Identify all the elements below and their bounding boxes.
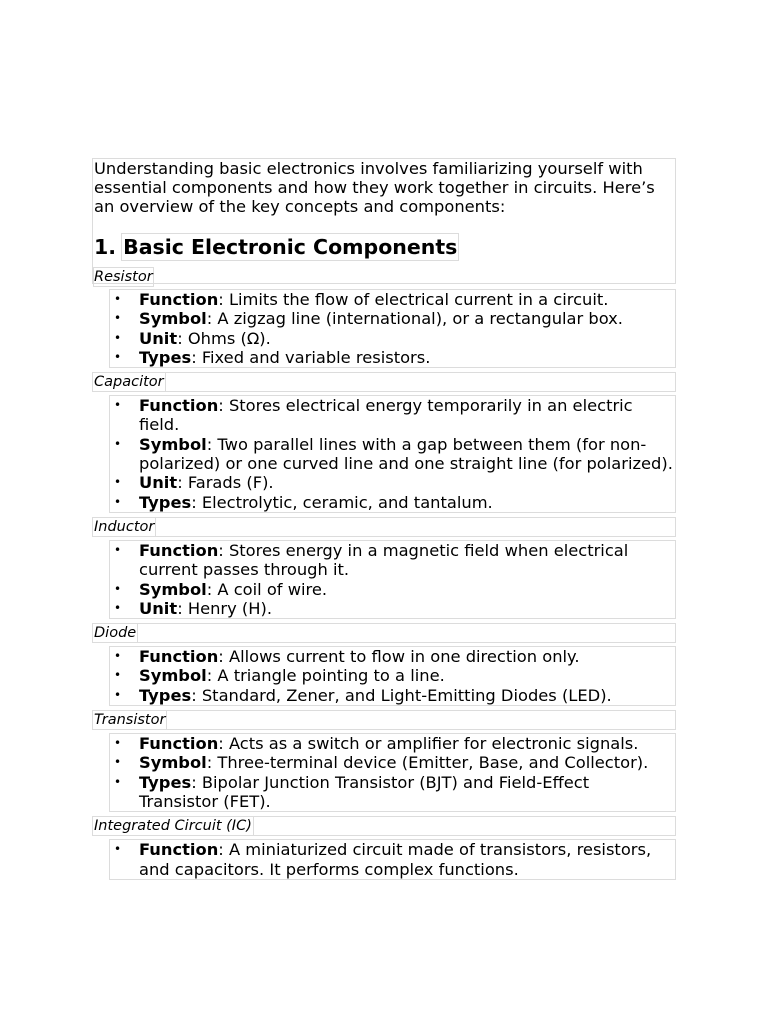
component-label: Transistor	[94, 712, 166, 729]
property-text: : Bipolar Junction Transistor (BJT) and Field-Effect Transistor (FET).	[139, 772, 590, 811]
list-item	[110, 348, 675, 367]
list-item	[110, 309, 675, 328]
list-item	[110, 666, 675, 685]
property-term: Function	[139, 290, 219, 309]
property-term: Function	[139, 396, 219, 416]
list-item	[110, 396, 675, 435]
component-label-row	[92, 816, 676, 836]
components-container	[92, 289, 676, 880]
property-term: Unit	[139, 328, 178, 348]
list-item	[110, 686, 675, 705]
property-text: : Standard, Zener, and Light-Emitting Diodes (LED).	[191, 685, 612, 705]
component-property-list	[109, 646, 676, 706]
list-item	[110, 435, 675, 474]
property-term: Function	[139, 840, 219, 860]
property-term: Unit	[139, 598, 178, 618]
property-text: : A triangle pointing to a line.	[206, 666, 445, 686]
property-text: : Stores electrical energy temporarily in an electric field.	[139, 396, 633, 435]
property-text: : Fixed and variable resistors.	[191, 347, 431, 367]
component-property-list	[109, 395, 676, 513]
component-label-row	[92, 710, 676, 730]
list-item	[110, 599, 675, 618]
intro-paragraph: Understanding basic electronics involves familiarizing yourself with essential components and how they work together in circuits. Here’s an overview of the key concepts and components:	[94, 159, 655, 216]
list-item	[110, 580, 675, 599]
property-term: Function	[139, 540, 219, 560]
section-title: Basic Electronic Components	[123, 235, 458, 259]
list-item	[110, 473, 675, 492]
property-text: : Two parallel lines with a gap between them (for non-polarized) or one curved line and one straight line (for polarized).	[139, 434, 673, 474]
component-property-list	[109, 839, 676, 880]
list-item	[110, 773, 675, 812]
property-term: Symbol	[139, 579, 207, 599]
property-text: : Acts as a switch or amplifier for electronic signals.	[218, 734, 639, 754]
property-text: : Allows current to flow in one direction only.	[218, 647, 580, 667]
component-label-row	[92, 623, 676, 643]
list-item	[110, 647, 675, 666]
list-item	[110, 753, 675, 772]
list-item	[110, 493, 675, 512]
component-property-list	[109, 289, 676, 368]
property-text: : A miniaturized circuit made of transistors, resistors, and capacitors. It performs complex functions.	[139, 840, 652, 879]
list-item	[110, 290, 675, 309]
list-item	[110, 734, 675, 753]
property-text: : Farads (F).	[177, 473, 274, 493]
component-label: Integrated Circuit (IC)	[94, 818, 252, 835]
intro-block	[92, 158, 676, 284]
property-term: Types	[139, 492, 192, 512]
property-term: Function	[139, 734, 219, 754]
property-term: Function	[139, 647, 219, 667]
property-text: : Three-terminal device (Emitter, Base, and Collector).	[206, 753, 649, 773]
component-label: Resistor	[94, 269, 153, 285]
property-term: Types	[139, 347, 192, 367]
list-item	[110, 541, 675, 580]
component-property-list	[109, 540, 676, 619]
property-text: : Henry (H).	[177, 598, 273, 618]
section-number: 1.	[94, 235, 117, 259]
property-text: : Electrolytic, ceramic, and tantalum.	[191, 492, 493, 512]
property-text: : Stores energy in a magnetic field when electrical current passes through it.	[139, 540, 629, 580]
property-term: Types	[139, 685, 192, 705]
property-text: : Ohms (Ω).	[177, 328, 271, 348]
property-text: : Limits the flow of electrical current in a circuit.	[218, 290, 609, 309]
property-term: Symbol	[139, 753, 207, 773]
component-label-row	[92, 517, 676, 537]
component-property-list	[109, 733, 676, 812]
list-item	[110, 840, 675, 879]
property-text: : A coil of wire.	[206, 579, 328, 599]
property-text: : A zigzag line (international), or a rectangular box.	[206, 309, 623, 329]
property-term: Symbol	[139, 434, 207, 454]
property-term: Symbol	[139, 666, 207, 686]
component-label: Capacitor	[94, 374, 164, 391]
component-label-row	[92, 372, 676, 392]
list-item	[110, 329, 675, 348]
property-term: Types	[139, 772, 192, 792]
component-label: Inductor	[94, 518, 155, 535]
component-label: Diode	[94, 625, 137, 642]
section-heading	[93, 233, 459, 261]
property-term: Symbol	[139, 309, 207, 329]
property-term: Unit	[139, 473, 178, 493]
document-page	[92, 158, 676, 880]
